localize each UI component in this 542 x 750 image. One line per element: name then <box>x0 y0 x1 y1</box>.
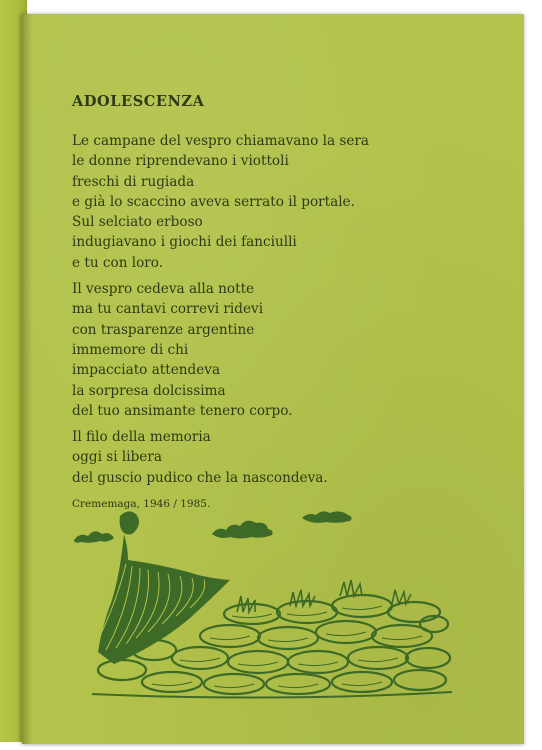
stanza-3 <box>72 427 512 488</box>
poem-line: immemore di chi <box>72 341 189 358</box>
poem-line: Le campane del vespro chiamavano la sera <box>72 133 370 149</box>
poem-line: del guscio pudico che la nascondeva. <box>72 469 328 486</box>
cloud-middle <box>212 521 273 539</box>
book-page <box>22 14 524 744</box>
figure-head <box>120 511 139 534</box>
poem-line: oggi si libera <box>72 449 162 466</box>
grass-tufts <box>237 580 411 612</box>
cloud-right <box>302 511 352 523</box>
poem-line: indugiavano i giochi dei fanciulli <box>72 234 297 251</box>
stanza-2 <box>72 279 512 421</box>
poem-line: la sorpresa dolcissima <box>72 382 226 399</box>
poem-line: e già lo scaccino aveva serrato il portale. <box>72 193 355 210</box>
poem-line: le donne riprendevano i viottoli <box>72 153 289 170</box>
poem-line: del tuo ansimante tenero corpo. <box>72 402 293 419</box>
poem-line: impacciato attendeva <box>72 362 221 379</box>
poem-line: Il filo della memoria <box>72 429 211 446</box>
woodcut-illustration <box>62 494 462 704</box>
cloud-left <box>74 531 114 542</box>
stanza-1 <box>72 131 512 273</box>
poem-line: e tu con loro. <box>72 254 164 271</box>
poem-line: ma tu cantavi correvi ridevi <box>72 301 264 318</box>
poem-line: Sul selciato erboso <box>72 214 203 231</box>
poem-body <box>72 131 512 494</box>
poem-line: con trasparenze argentine <box>72 321 255 338</box>
poem-signature: Crememaga, 1946 / 1985. <box>72 498 211 510</box>
poem-line: freschi di rugiada <box>72 173 195 190</box>
poem-title: ADOLESCENZA <box>72 93 205 110</box>
page-gutter-shadow <box>22 14 32 744</box>
poem-line: Il vespro cedeva alla notte <box>72 281 255 298</box>
ground-line <box>92 692 452 698</box>
